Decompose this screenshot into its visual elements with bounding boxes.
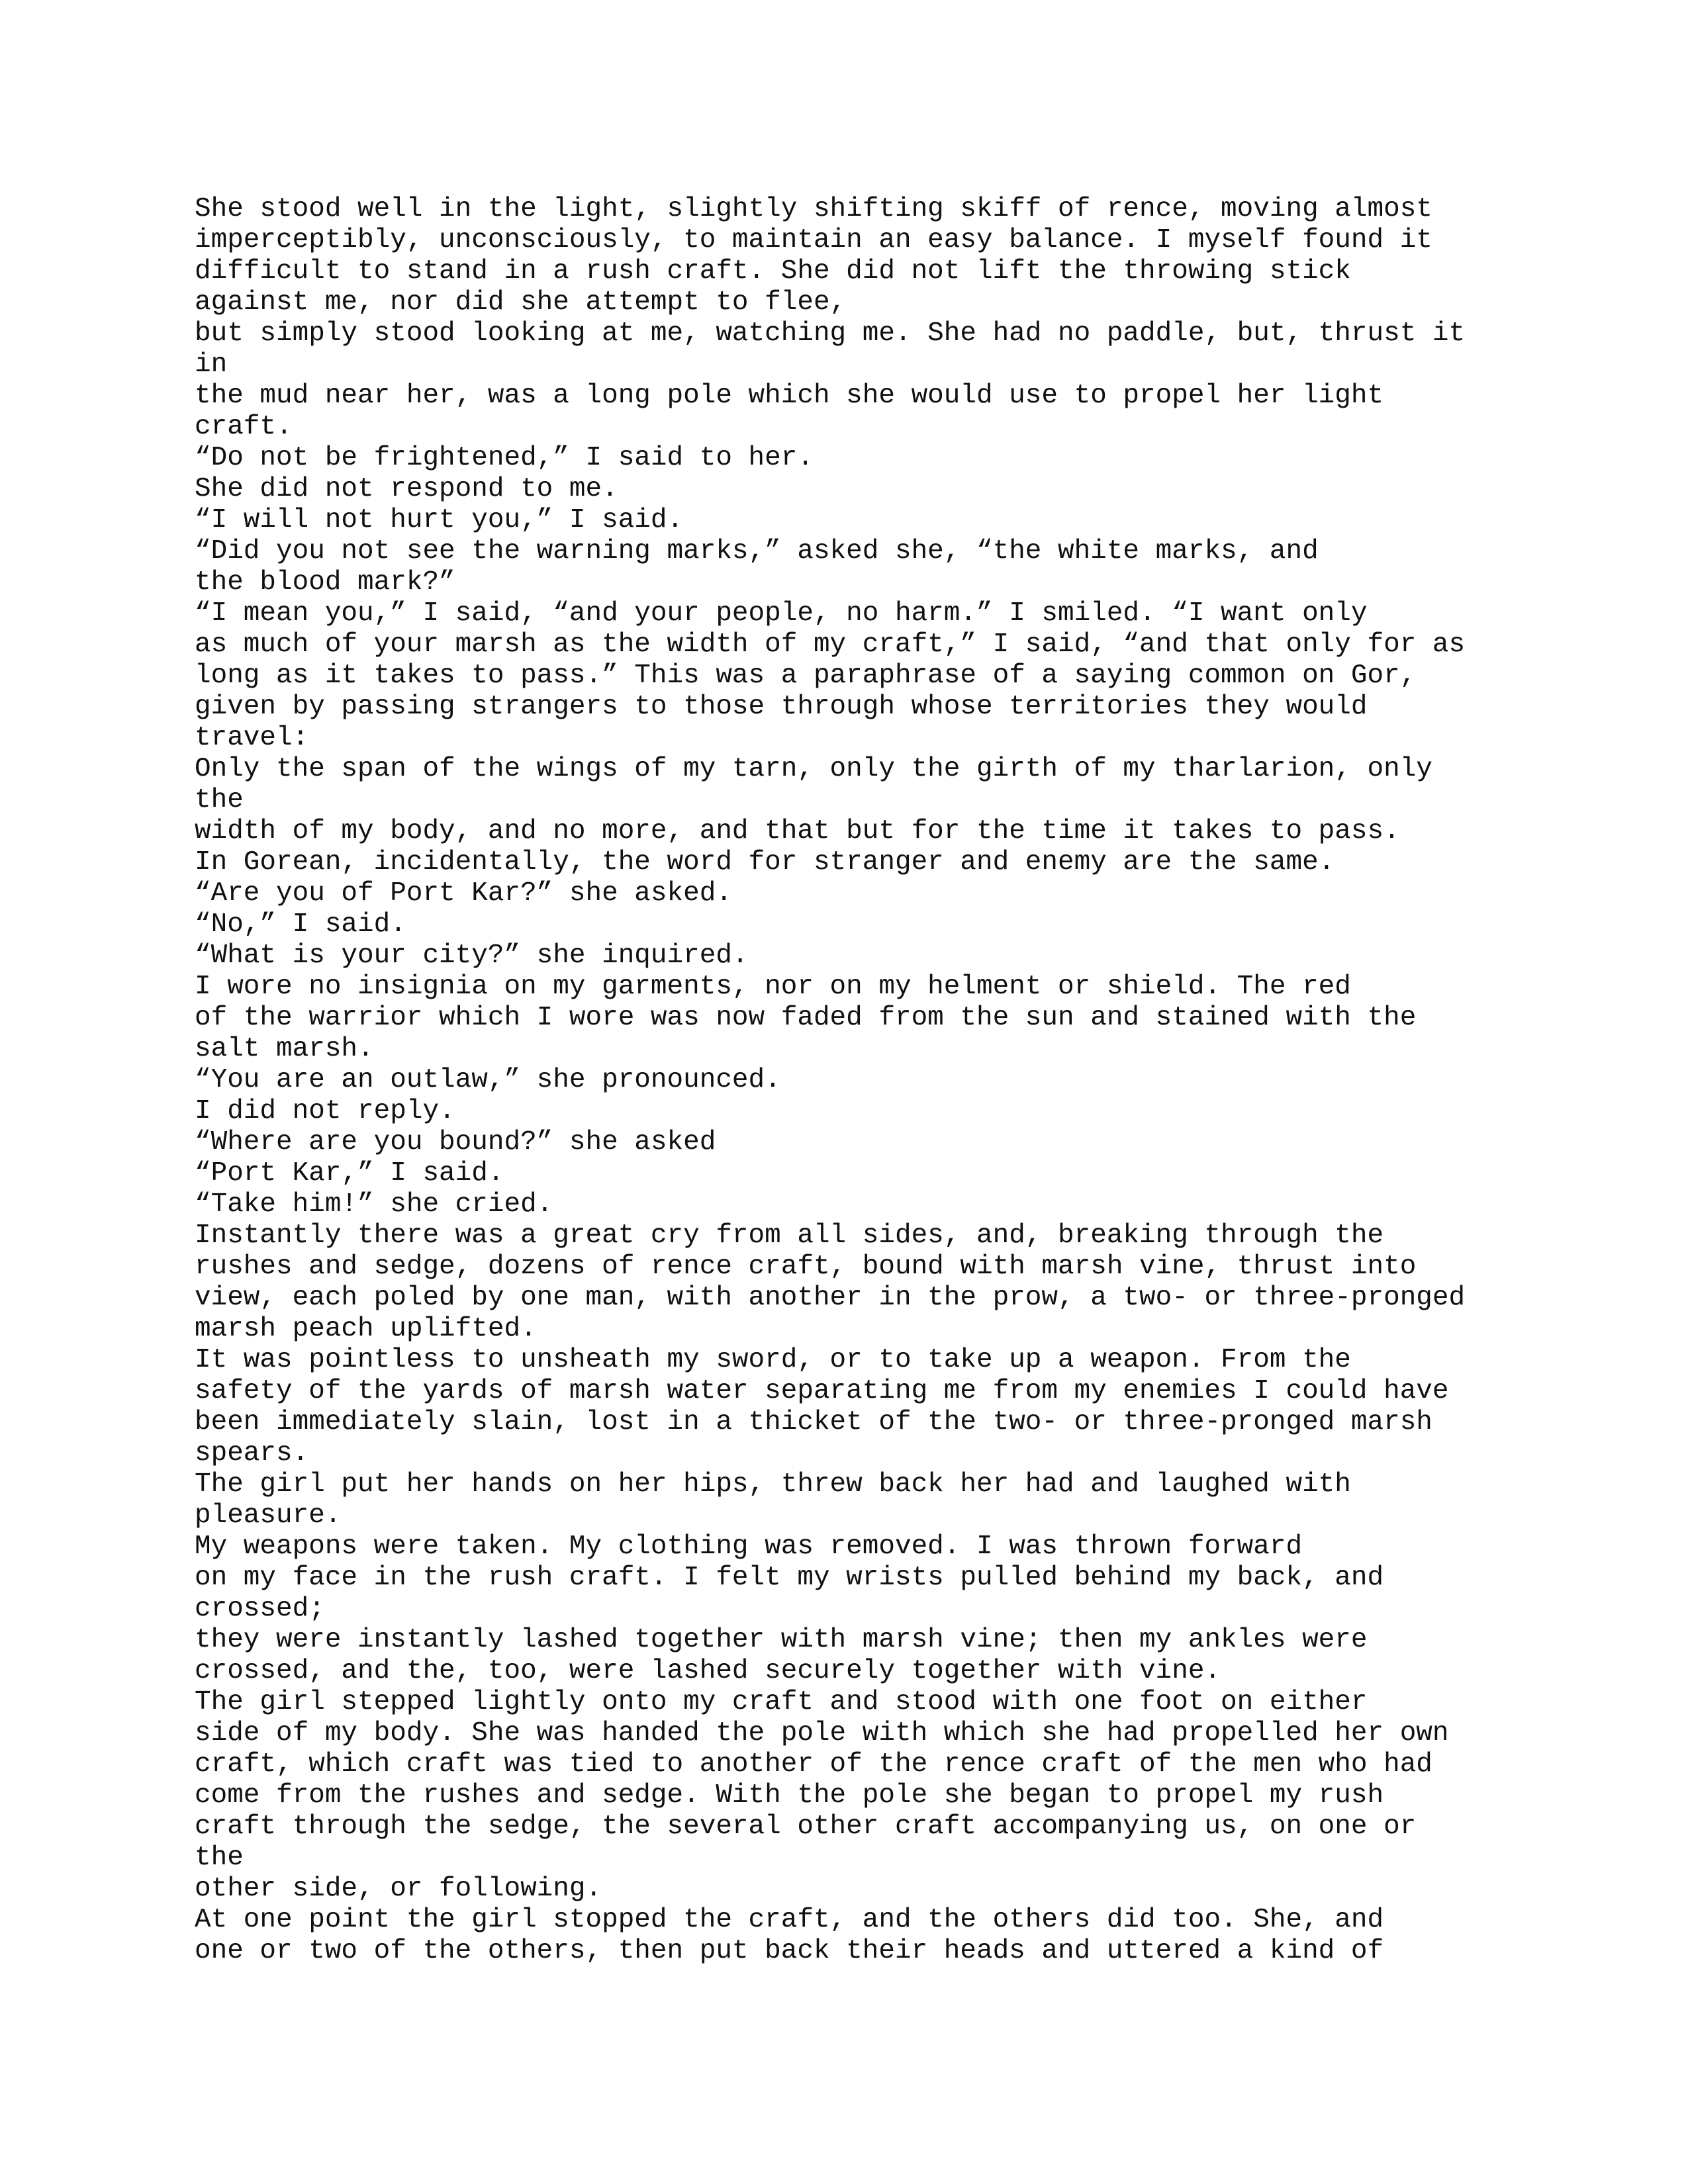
text-line: of the warrior which I wore was now faded from the sun and stained with the — [195, 1003, 1417, 1033]
text-line: other side, or following. — [195, 1874, 602, 1904]
text-line: craft, which craft was tied to another of the rence craft of the men who had — [195, 1749, 1432, 1780]
text-line: salt marsh. — [195, 1034, 374, 1064]
text-line: craft through the sedge, the several other craft accompanying us, on one or — [195, 1811, 1417, 1842]
text-line: It was pointless to unsheath my sword, or to take up a weapon. From the — [195, 1345, 1351, 1375]
text-line: as much of your marsh as the width of my craft,” I said, “and that only for as — [195, 629, 1466, 660]
text-line: the — [195, 785, 244, 815]
text-line: “Take him!” she cried. — [195, 1189, 553, 1220]
text-line: “Port Kar,” I said. — [195, 1158, 504, 1189]
text-line: “No,” I said. — [195, 909, 406, 940]
text-line: craft. — [195, 412, 293, 442]
text-line: “Are you of Port Kar?” she asked. — [195, 878, 732, 909]
text-line: the mud near her, was a long pole which she would use to propel her light — [195, 381, 1384, 411]
text-line: width of my body, and no more, and that but for the time it takes to pass. — [195, 816, 1400, 846]
text-line: “What is your city?” she inquired. — [195, 940, 749, 971]
text-line: crossed, and the, too, were lashed securely together with vine. — [195, 1656, 1221, 1686]
text-line: At one point the girl stopped the craft, and the others did too. She, and — [195, 1905, 1384, 1935]
text-line: spears. — [195, 1438, 309, 1469]
text-line: “I will not hurt you,” I said. — [195, 505, 684, 535]
text-line: come from the rushes and sedge. With the pole she began to propel my rush — [195, 1780, 1384, 1811]
text-line: I wore no insignia on my garments, nor on my helment or shield. The red — [195, 972, 1351, 1002]
text-line: I did not reply. — [195, 1096, 455, 1126]
text-line: they were instantly lashed together with marsh vine; then my ankles were — [195, 1625, 1368, 1655]
text-line: imperceptibly, unconsciously, to maintain an easy balance. I myself found it — [195, 225, 1432, 255]
text-line: She stood well in the light, slightly shifting skiff of rence, moving almost — [195, 194, 1432, 224]
text-line: “I mean you,” I said, “and your people, no harm.” I smiled. “I want only — [195, 598, 1368, 629]
text-line: The girl stepped lightly onto my craft and stood with one foot on either — [195, 1687, 1368, 1717]
text-line: She did not respond to me. — [195, 474, 618, 504]
text-line: been immediately slain, lost in a thicket of the two- or three-pronged marsh — [195, 1407, 1432, 1437]
text-line: marsh peach uplifted. — [195, 1314, 537, 1344]
text-line: given by passing strangers to those through whose territories they would — [195, 692, 1368, 722]
text-line: one or two of the others, then put back their heads and uttered a kind of — [195, 1936, 1384, 1966]
text-line: The girl put her hands on her hips, threw back her had and laughed with — [195, 1469, 1351, 1500]
text-line: safety of the yards of marsh water separating me from my enemies I could have — [195, 1376, 1449, 1406]
text-line: “Do not be frightened,” I said to her. — [195, 443, 814, 473]
text-line: “Where are you bound?” she asked — [195, 1127, 716, 1158]
text-line: the — [195, 1843, 244, 1873]
text-line: In Gorean, incidentally, the word for stranger and enemy are the same. — [195, 847, 1335, 878]
text-line: travel: — [195, 723, 309, 753]
text-line: Instantly there was a great cry from all sides, and, breaking through the — [195, 1220, 1384, 1251]
text-line: Only the span of the wings of my tarn, only the girth of my tharlarion, only — [195, 754, 1432, 784]
text-line: difficult to stand in a rush craft. She did not lift the throwing stick — [195, 256, 1351, 287]
text-line: “Did you not see the warning marks,” asked she, “the white marks, and — [195, 536, 1319, 567]
text-line: rushes and sedge, dozens of rence craft, bound with marsh vine, thrust into — [195, 1251, 1417, 1282]
text-line: on my face in the rush craft. I felt my wrists pulled behind my back, and — [195, 1563, 1384, 1593]
text-line: in — [195, 349, 228, 380]
text-line: against me, nor did she attempt to flee, — [195, 287, 847, 318]
text-line: view, each poled by one man, with another in the prow, a two- or three-pronged — [195, 1283, 1466, 1313]
text-line: but simply stood looking at me, watching me. She had no paddle, but, thrust it — [195, 318, 1466, 349]
text-line: My weapons were taken. My clothing was removed. I was thrown forward — [195, 1531, 1303, 1562]
text-line: side of my body. She was handed the pole with which she had propelled her own — [195, 1718, 1449, 1749]
text-line: the blood mark?” — [195, 567, 455, 598]
text-line: crossed; — [195, 1594, 325, 1624]
body-text — [195, 194, 1677, 1967]
text-line: “You are an outlaw,” she pronounced. — [195, 1065, 781, 1095]
text-line: pleasure. — [195, 1500, 342, 1531]
text-line: long as it takes to pass.” This was a paraphrase of a saying common on Gor, — [195, 660, 1417, 691]
